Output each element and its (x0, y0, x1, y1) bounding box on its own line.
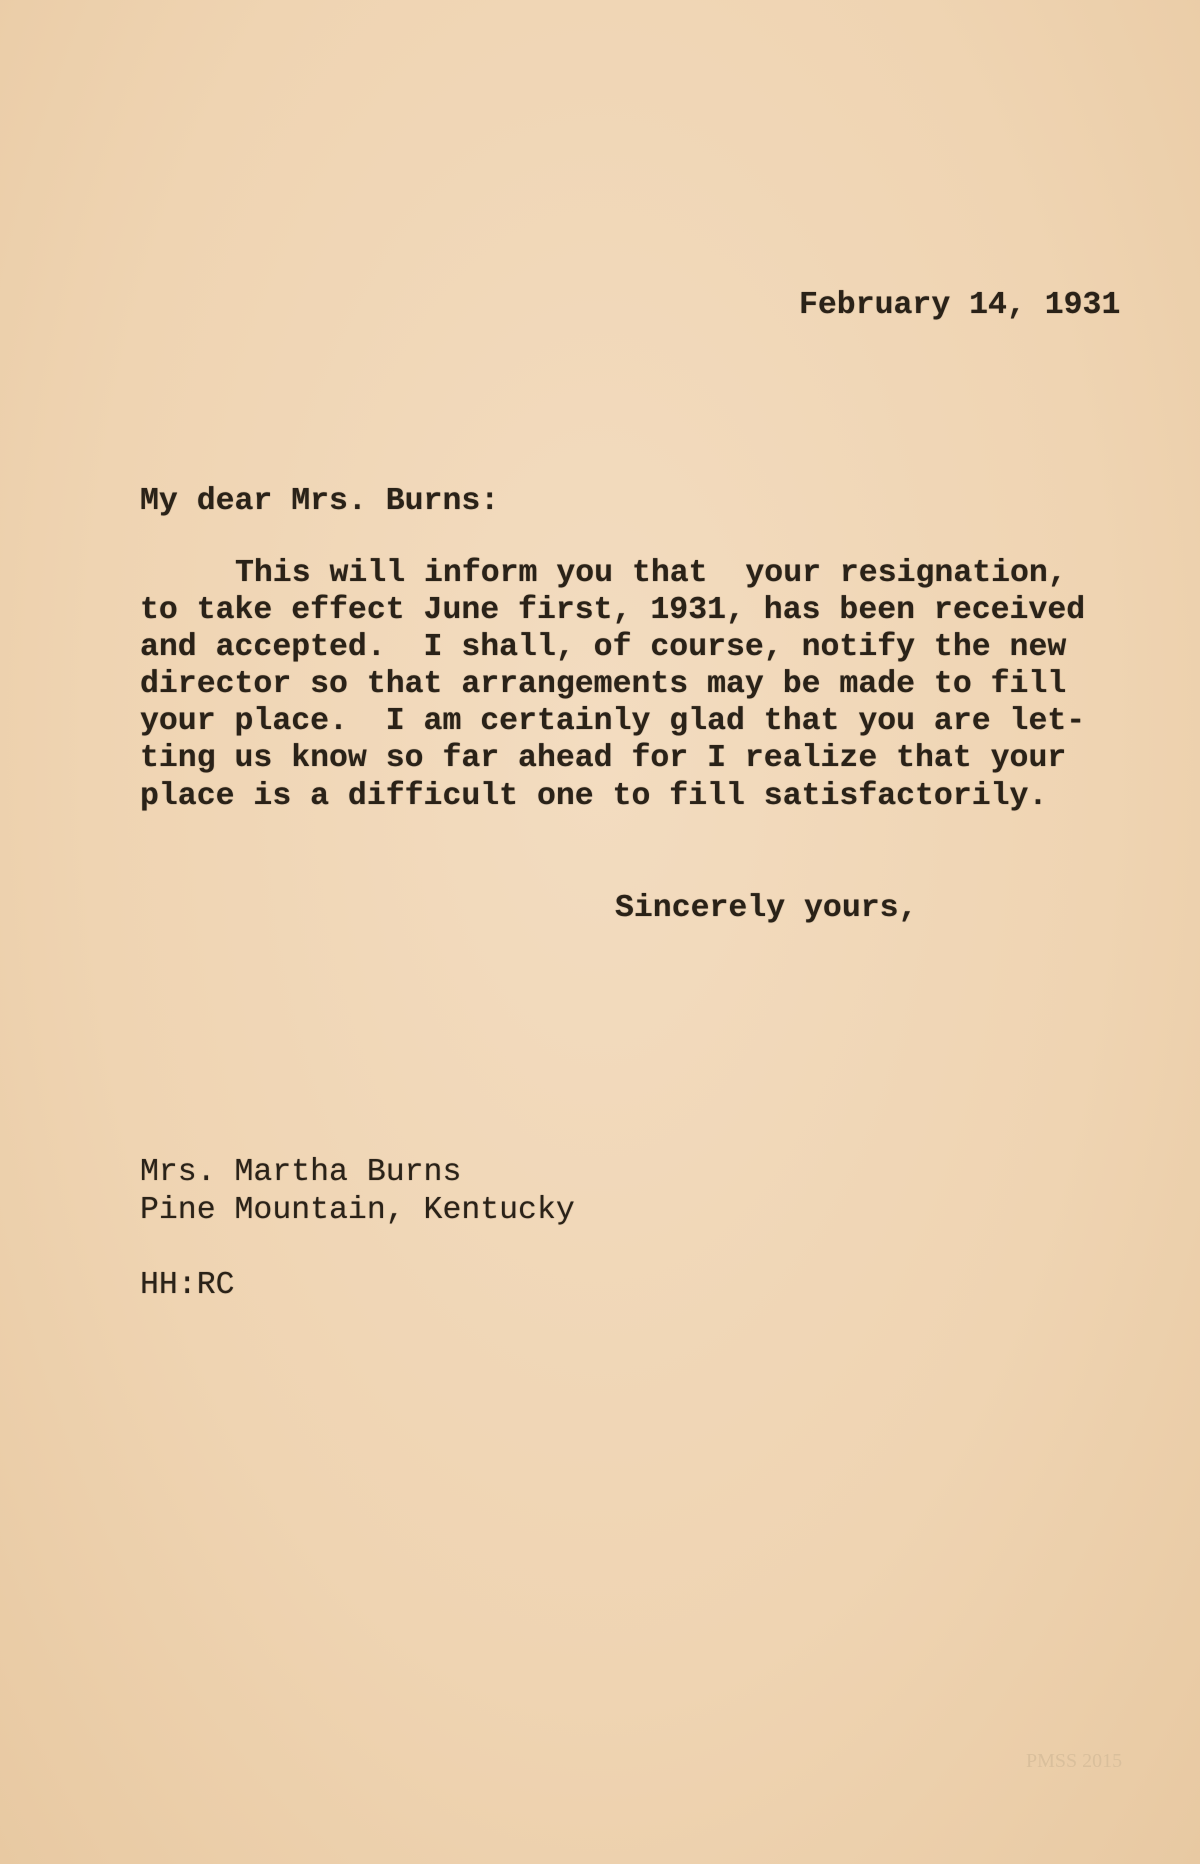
body-line: director so that arrangements may be made to fill (140, 667, 1067, 702)
watermark: PMSS 2015 (1026, 1750, 1123, 1772)
body-line: to take effect June first, 1931, has been received (140, 593, 1086, 628)
closing: Sincerely yours, (615, 891, 918, 926)
body-line: your place. I am certainly glad that you are let- (140, 704, 1086, 739)
body-line: place is a difficult one to fill satisfactorily. (140, 779, 1048, 814)
body-line: This will inform you that your resignation, (235, 556, 1067, 591)
recipient-address: Pine Mountain, Kentucky (140, 1193, 575, 1228)
reference-initials: HH:RC (140, 1268, 235, 1303)
salutation: My dear Mrs. Burns: (140, 484, 500, 519)
recipient-name: Mrs. Martha Burns (140, 1155, 462, 1190)
letter-date: February 14, 1931 (799, 288, 1121, 323)
body-line: and accepted. I shall, of course, notify the new (140, 630, 1067, 665)
body-line: ting us know so far ahead for I realize that your (140, 741, 1067, 776)
